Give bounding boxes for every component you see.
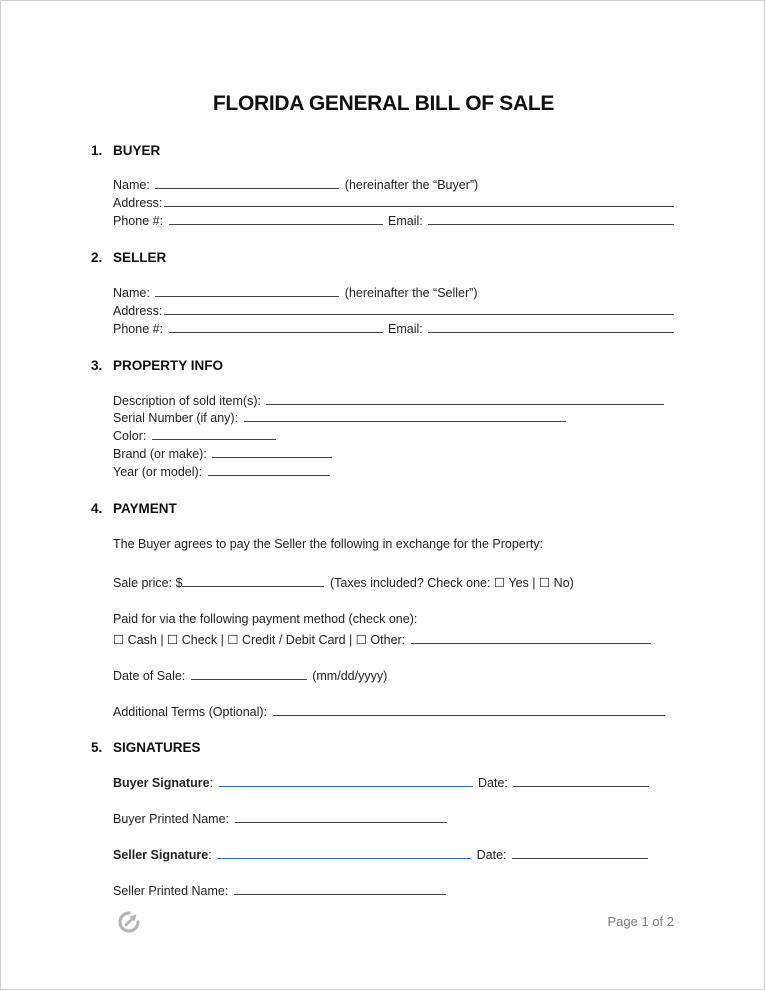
section-heading-seller: 2. SELLER (91, 250, 167, 265)
payment-method-intro: Paid for via the following payment method (check one): (113, 612, 418, 626)
property-color-field[interactable] (152, 429, 276, 440)
property-year-row: Year (or model): (113, 465, 332, 479)
seller-signature-date-field[interactable] (512, 848, 648, 859)
sale-date-field[interactable] (191, 669, 307, 680)
property-description-field[interactable] (266, 394, 664, 405)
section-heading-signatures: 5. SIGNATURES (91, 740, 201, 755)
taxes-checkboxes[interactable]: (Taxes included? Check one: ☐ Yes | ☐ No) (329, 576, 574, 590)
property-brand-row: Brand (or make): (113, 447, 334, 461)
sale-price-field[interactable] (182, 576, 324, 587)
seller-address-field[interactable] (164, 304, 674, 315)
property-serial-field[interactable] (244, 411, 566, 422)
seller-phone-row: Phone #: Email: (113, 322, 676, 336)
buyer-phone-row: Phone #: Email: (113, 214, 676, 228)
property-year-field[interactable] (208, 465, 330, 476)
buyer-address-field[interactable] (164, 196, 674, 207)
buyer-signature-row: Buyer Signature: Date: (113, 776, 651, 790)
buyer-name-row: Name: (hereinafter the “Buyer”) (113, 178, 479, 192)
seller-email-field[interactable] (428, 322, 674, 333)
page-number: Page 1 of 2 (607, 914, 674, 929)
additional-terms-field[interactable] (273, 705, 665, 716)
payment-price-row: Sale price: $ (Taxes included? Check one: ☐ Yes | ☐ No) (113, 576, 574, 590)
property-color-row: Color: (113, 429, 278, 443)
section-heading-property: 3. PROPERTY INFO (91, 358, 224, 373)
property-brand-field[interactable] (212, 447, 332, 458)
seller-signature-field[interactable] (217, 848, 471, 859)
buyer-phone-field[interactable] (169, 214, 383, 225)
section-heading-payment: 4. PAYMENT (91, 501, 177, 516)
document-title: FLORIDA GENERAL BILL OF SALE (212, 92, 555, 115)
property-description-row: Description of sold item(s): (113, 394, 666, 408)
payment-other-field[interactable] (411, 633, 651, 644)
seller-address-row: Address: (113, 304, 676, 318)
seller-name-field[interactable] (155, 286, 339, 297)
buyer-signature-date-field[interactable] (513, 776, 649, 787)
seller-signature-row: Seller Signature: Date: (113, 848, 650, 862)
seller-printed-name-field[interactable] (234, 884, 446, 895)
buyer-name-field[interactable] (155, 178, 339, 189)
refresh-arrow-icon (117, 910, 141, 934)
payment-method-row (113, 632, 653, 647)
buyer-email-field[interactable] (428, 214, 674, 225)
payment-method-checkboxes[interactable]: ☐ Cash | ☐ Check | ☐ Credit / Debit Card | ☐ Other: (113, 633, 406, 647)
property-serial-row: Serial Number (if any): (113, 411, 568, 425)
additional-terms-row: Additional Terms (Optional): (113, 705, 667, 719)
buyer-printed-name-field[interactable] (235, 812, 447, 823)
sale-date-row: Date of Sale: (mm/dd/yyyy) (113, 669, 388, 683)
buyer-address-row: Address: (113, 196, 676, 210)
seller-phone-field[interactable] (169, 322, 383, 333)
seller-printed-name-row: Seller Printed Name: (113, 884, 448, 898)
payment-intro: The Buyer agrees to pay the Seller the following in exchange for the Property: (113, 537, 544, 551)
seller-name-row: Name: (hereinafter the “Seller”) (113, 286, 478, 300)
section-heading-buyer: 1. BUYER (91, 143, 161, 158)
buyer-signature-field[interactable] (219, 776, 473, 787)
buyer-printed-name-row: Buyer Printed Name: (113, 812, 449, 826)
